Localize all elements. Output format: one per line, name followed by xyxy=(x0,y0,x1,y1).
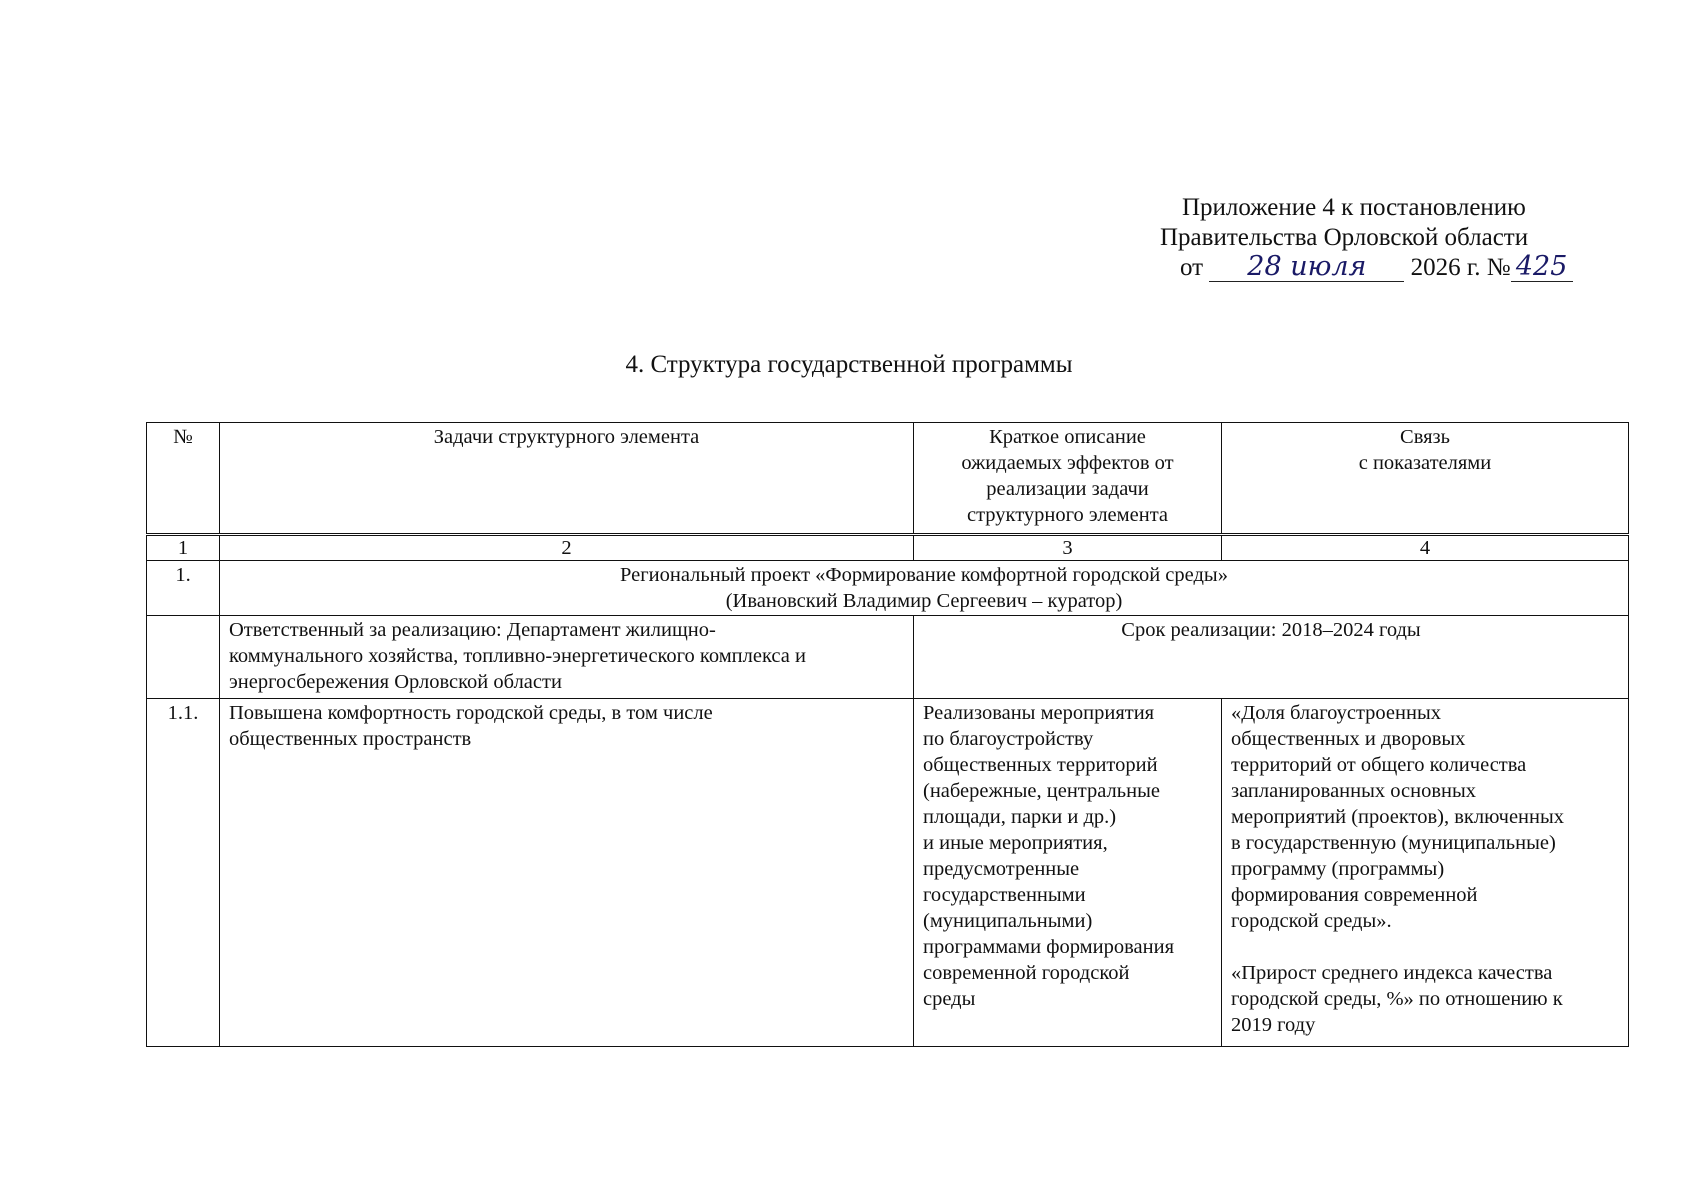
appendix-block xyxy=(1160,193,1600,283)
responsible-num xyxy=(147,616,220,699)
appendix-line-2: Правительства Орловской области xyxy=(1160,224,1529,251)
task-description: Повышена комфортность городской среды, в том числе общественных пространств xyxy=(220,699,914,1047)
header-link: Связь с показателями xyxy=(1222,423,1629,535)
column-number: 4 xyxy=(1222,535,1629,561)
header-row xyxy=(147,423,1629,535)
handwritten-number: 425 xyxy=(1511,253,1573,282)
handwritten-date: 28 июля xyxy=(1209,253,1404,282)
indicator-spacer xyxy=(1231,934,1619,960)
project-row xyxy=(147,561,1629,616)
project-num: 1. xyxy=(147,561,220,616)
indicator-index-growth: «Прирост среднего индекса качества городской среды, %» по отношению к 2019 году xyxy=(1231,962,1563,1036)
appendix-prefix: от xyxy=(1180,254,1204,281)
appendix-line-1: Приложение 4 к постановлению xyxy=(1182,194,1526,221)
appendix-year: 2026 г. № xyxy=(1410,254,1511,281)
responsible-department: Ответственный за реализацию: Департамент жилищно- коммунального хозяйства, топливно-энергетического комплекса и энергосбережения Орловской области xyxy=(220,616,914,699)
header-num: № xyxy=(147,423,220,535)
responsible-row xyxy=(147,616,1629,699)
task-num: 1.1. xyxy=(147,699,220,1047)
implementation-period: Срок реализации: 2018–2024 годы xyxy=(914,616,1629,699)
column-number: 3 xyxy=(914,535,1222,561)
task-row xyxy=(147,699,1629,1047)
appendix-line-3 xyxy=(1160,253,1600,283)
column-number: 1 xyxy=(147,535,220,561)
project-title: Региональный проект «Формирование комфортной городской среды» (Ивановский Владимир Сергеевич – куратор) xyxy=(220,561,1629,616)
column-number-row xyxy=(147,535,1629,561)
page-title: 4. Структура государственной программы xyxy=(625,351,1073,378)
task-effect: Реализованы мероприятия по благоустройству общественных территорий (набережные, центральные площади, парки и др.) и иные мероприятия, предусмотренные государственными (муниципальными) программами формирования современной городской среды xyxy=(914,699,1222,1047)
task-indicators xyxy=(1222,699,1629,1047)
column-number: 2 xyxy=(220,535,914,561)
indicator-share: «Доля благоустроенных общественных и дворовых территорий от общего количества запланированных основных мероприятий (проектов), включенных в государственную (муниципальные) программу (программы) формирования современной городской среды». xyxy=(1231,702,1565,932)
header-tasks: Задачи структурного элемента xyxy=(220,423,914,535)
structure-table xyxy=(146,422,1629,1047)
header-effects: Краткое описание ожидаемых эффектов от реализации задачи структурного элемента xyxy=(914,423,1222,535)
